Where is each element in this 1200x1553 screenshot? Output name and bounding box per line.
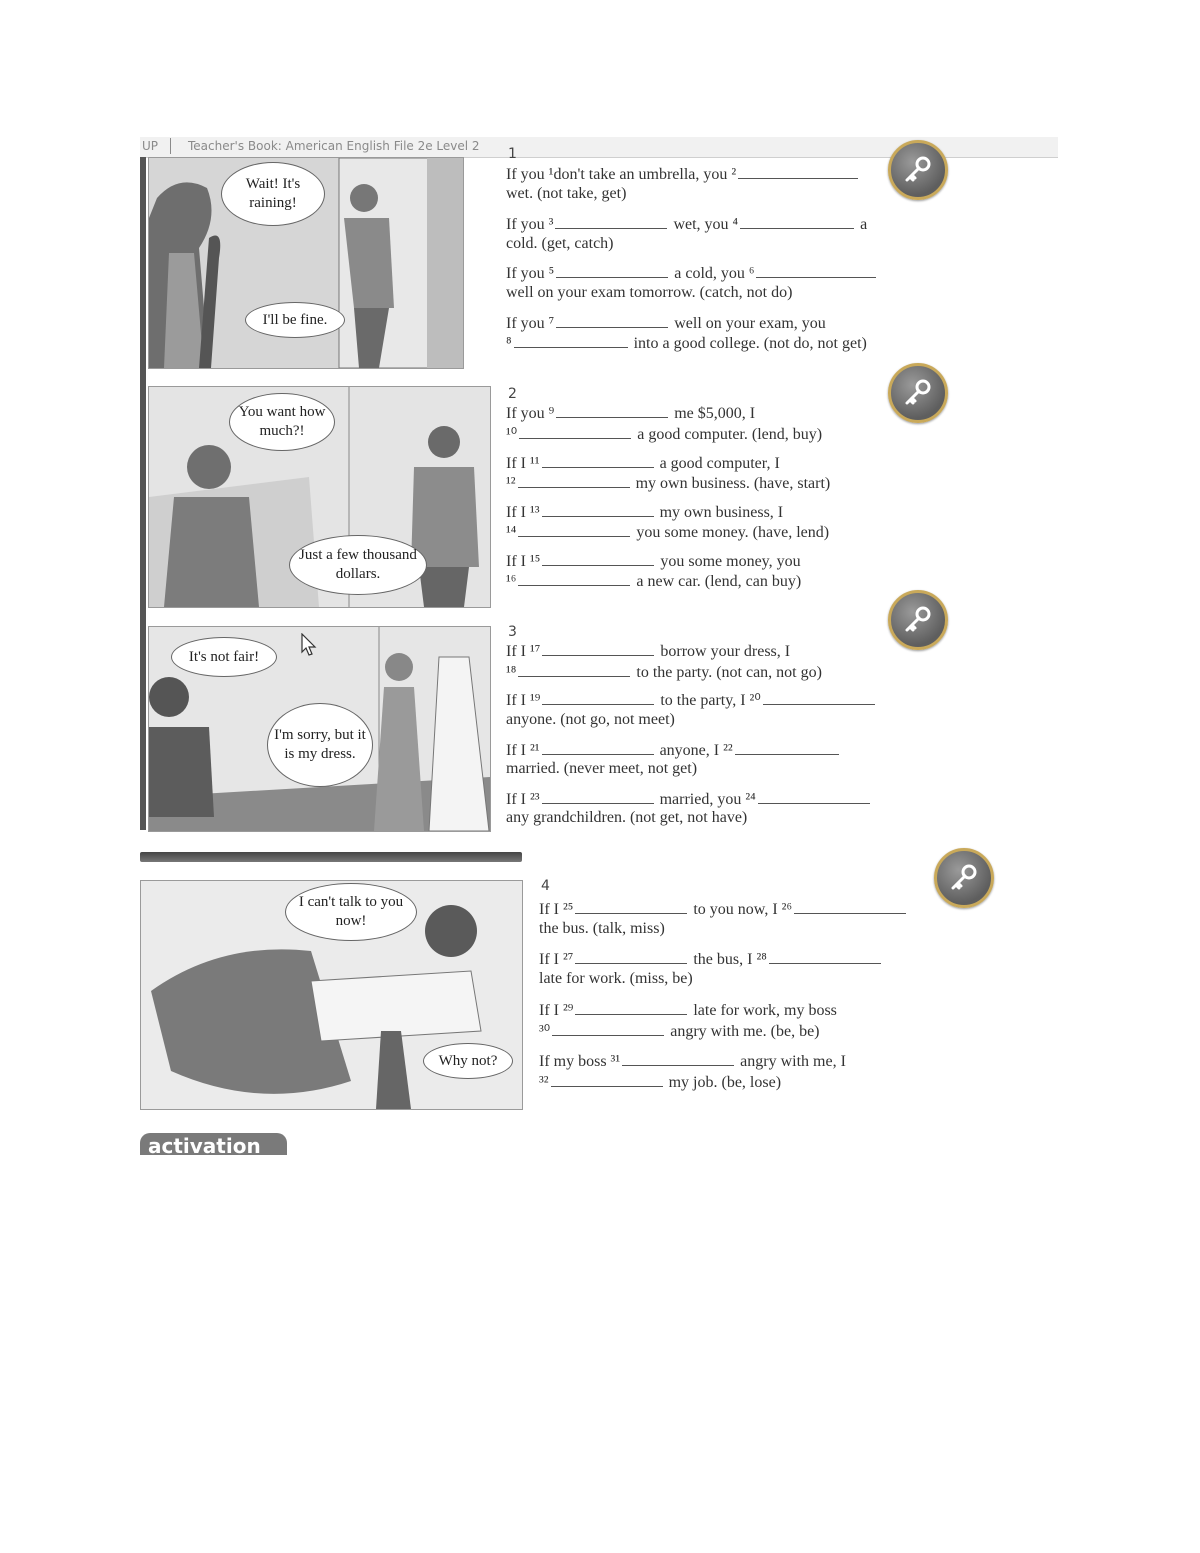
exercise-line: If you ⁷ well on your exam, you (506, 315, 826, 332)
exercise-line: anyone. (not go, not meet) (506, 711, 675, 728)
speech-bubble: I'll be fine. (245, 302, 345, 338)
comic-panel-2 (148, 386, 491, 608)
exercise-line: married. (never meet, not get) (506, 760, 698, 777)
exercise-1 (506, 146, 906, 360)
mouse-cursor-icon (301, 633, 317, 657)
exercise-line: If you ⁵ a cold, you ⁶ (506, 263, 878, 283)
speech-bubble: It's not fair! (171, 637, 277, 677)
speech-bubble: I can't talk to you now! (285, 883, 417, 941)
exercise-number: 1 (508, 146, 517, 162)
page-edge-shadow (140, 157, 146, 830)
exercise-line: ¹⁴ you some money. (have, lend) (506, 524, 830, 541)
speech-bubble: Wait! It's raining! (221, 162, 325, 226)
speech-bubble: Just a few thousand dollars. (289, 535, 427, 595)
activation-section-tab: activation (140, 1133, 287, 1155)
exercise-line: If I ¹⁷ borrow your dress, I (506, 643, 791, 660)
exercise-line: If you ⁹ me $5,000, I (506, 405, 756, 422)
speech-bubble: Why not? (423, 1043, 513, 1079)
comic-panel-3 (148, 626, 491, 832)
speech-bubble: I'm sorry, but it is my dress. (267, 703, 373, 787)
exercise-line: If I ¹¹ a good computer, I (506, 455, 780, 472)
exercise-number: 4 (541, 878, 550, 894)
exercise-line: If you ³ wet, you ⁴ a (506, 216, 868, 233)
exercise-line: ¹⁸ to the party. (not can, not go) (506, 664, 822, 681)
exercise-line: If my boss ³¹ angry with me, I (539, 1053, 846, 1070)
exercise-line: ³² my job. (be, lose) (539, 1074, 782, 1091)
exercise-line: wet. (not take, get) (506, 185, 627, 202)
comic-panel-1 (148, 157, 464, 369)
header-separator (170, 138, 171, 154)
exercise-line: ³⁰ angry with me. (be, be) (539, 1023, 820, 1040)
header-left-label: UP (142, 139, 159, 153)
exercise-line: ¹² my own business. (have, start) (506, 475, 831, 492)
exercise-line: the bus. (talk, miss) (539, 920, 665, 937)
exercise-line: ¹⁶ a new car. (lend, can buy) (506, 573, 802, 590)
exercise-line: late for work. (miss, be) (539, 970, 693, 987)
exercise-line: If I ²⁷ the bus, I ²⁸ (539, 949, 883, 969)
exercise-line: If I ²⁹ late for work, my boss (539, 1002, 837, 1019)
exercise-line: cold. (get, catch) (506, 235, 614, 252)
exercise-line: ¹⁰ a good computer. (lend, buy) (506, 426, 823, 443)
section-divider (140, 852, 522, 862)
comic-panel-4 (140, 880, 523, 1110)
speech-bubble: You want how much?! (229, 393, 335, 451)
exercise-line: If I ²⁵ to you now, I ²⁶ (539, 899, 908, 919)
exercise-line: If I ¹³ my own business, I (506, 504, 784, 521)
exercise-line: If I ²¹ anyone, I ²² (506, 740, 841, 760)
exercise-line: If I ¹⁵ you some money, you (506, 553, 801, 570)
exercise-3 (506, 624, 906, 834)
exercise-line: If I ²³ married, you ²⁴ (506, 789, 872, 809)
exercise-line: any grandchildren. (not get, not have) (506, 809, 748, 826)
exercise-number: 3 (508, 624, 517, 640)
exercise-line: ⁸ into a good college. (not do, not get) (506, 335, 867, 352)
exercise-line: If I ¹⁹ to the party, I ²⁰ (506, 690, 877, 710)
exercise-line: If you ¹don't take an umbrella, you ² (506, 164, 860, 184)
exercise-4 (539, 878, 949, 1098)
header-title: Teacher's Book: American English File 2e Level 2 (188, 139, 480, 153)
exercise-2 (506, 386, 906, 596)
exercise-line: well on your exam tomorrow. (catch, not do) (506, 284, 793, 301)
exercise-number: 2 (508, 386, 517, 402)
